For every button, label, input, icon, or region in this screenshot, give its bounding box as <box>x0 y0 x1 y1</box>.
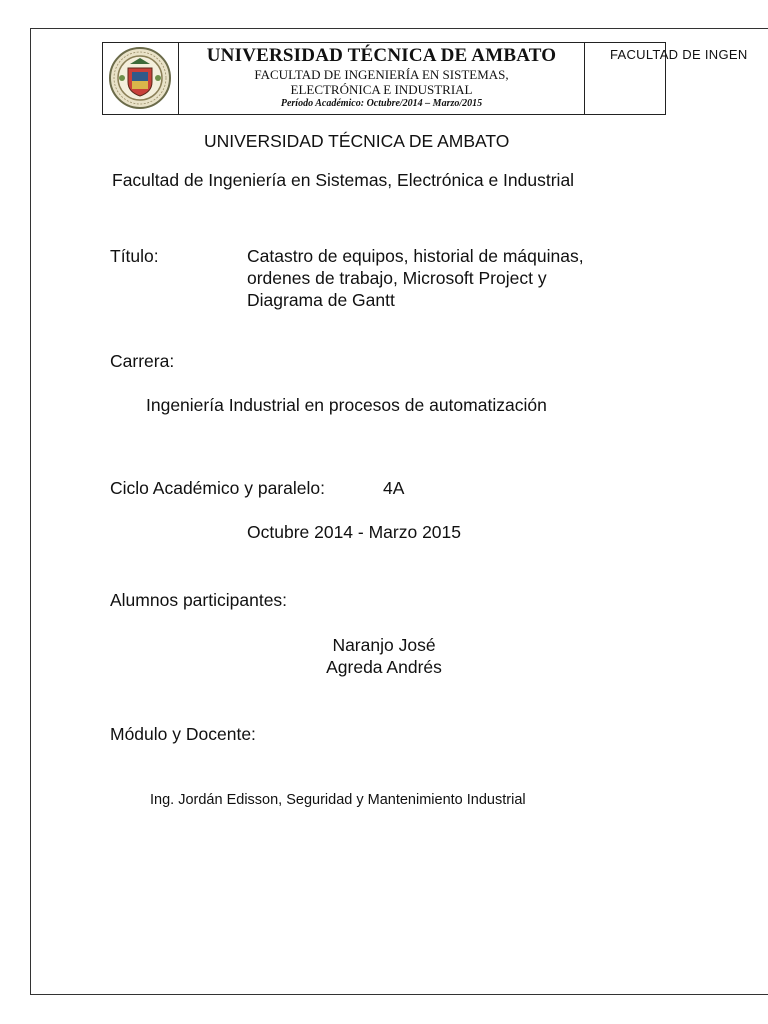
header-period: Período Académico: Octubre/2014 – Marzo/2015 <box>280 98 483 109</box>
title-label: Título: <box>110 246 159 266</box>
cycle-label: Ciclo Académico y paralelo: <box>110 478 325 498</box>
header-table <box>102 42 666 115</box>
cover-faculty: Facultad de Ingeniería en Sistemas, Electrónica e Industrial <box>112 170 575 190</box>
header-faculty-line2: ELECTRÓNICA E INDUSTRIAL <box>290 82 473 97</box>
header-side-text: FACULTAD DE INGEN <box>610 47 748 62</box>
university-seal-icon <box>108 46 172 110</box>
header-title-cell <box>179 43 585 114</box>
title-line-2: ordenes de trabajo, Microsoft Project y <box>247 268 547 288</box>
module-label: Módulo y Docente: <box>110 724 256 744</box>
student-name: Agreda Andrés <box>326 657 442 677</box>
title-line-3: Diagrama de Gantt <box>247 290 395 310</box>
header-faculty-line1: FACULTAD DE INGENIERÍA EN SISTEMAS, <box>254 67 509 82</box>
cover-university: UNIVERSIDAD TÉCNICA DE AMBATO <box>204 131 510 151</box>
header-university: UNIVERSIDAD TÉCNICA DE AMBATO <box>206 45 557 66</box>
students-label: Alumnos participantes: <box>110 590 288 610</box>
module-teacher: Ing. Jordán Edisson, Seguridad y Mantenimiento Industrial <box>150 792 526 808</box>
academic-period: Octubre 2014 - Marzo 2015 <box>247 522 462 542</box>
title-line-1: Catastro de equipos, historial de máquinas, <box>247 246 584 266</box>
logo-cell <box>103 43 179 114</box>
cycle-value: 4A <box>383 478 405 498</box>
career-label: Carrera: <box>110 351 175 371</box>
career-value: Ingeniería Industrial en procesos de automatización <box>146 395 547 415</box>
student-name: Naranjo José <box>332 635 436 655</box>
